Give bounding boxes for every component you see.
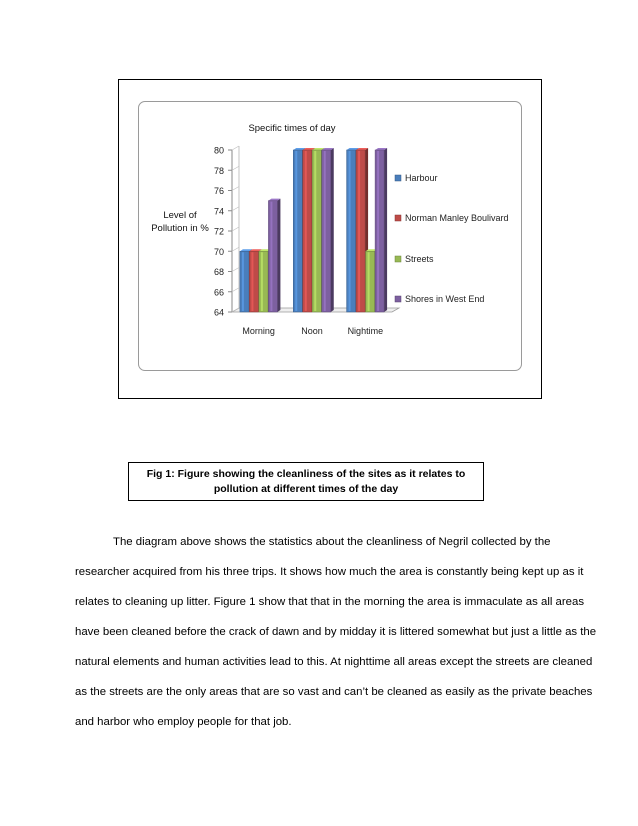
y-tick-label: 80 — [213, 145, 224, 156]
bar-nightime-3 — [366, 251, 375, 312]
y-tick-depth — [232, 207, 239, 211]
legend-label: Shores in West End — [405, 294, 485, 304]
bar-noon-1 — [293, 150, 302, 312]
legend-swatch — [395, 296, 401, 302]
bar-highlight — [358, 151, 360, 311]
y-tick-depth — [232, 187, 239, 191]
y-tick-depth — [232, 146, 239, 150]
bar-morning-2 — [249, 251, 258, 312]
legend-label: Harbour — [405, 173, 438, 183]
y-tick-depth — [232, 288, 239, 292]
y-tick-label: 72 — [213, 226, 224, 237]
y-tick-label: 78 — [213, 165, 224, 176]
y-tick-depth — [232, 268, 239, 272]
x-tick-label: Noon — [301, 326, 323, 336]
figure-caption — [128, 462, 484, 501]
caption-line-1: Fig 1: Figure showing the cleanliness of the sites as it relates to — [146, 468, 466, 480]
bar-highlight — [324, 151, 326, 311]
y-tick-depth — [232, 247, 239, 251]
bar-highlight — [305, 151, 307, 311]
y-tick-depth — [232, 227, 239, 231]
y-axis-label-line-1: Level of — [163, 210, 197, 221]
bar-morning-1 — [240, 251, 249, 312]
legend-swatch — [395, 256, 401, 262]
x-tick-label: Morning — [242, 326, 275, 336]
bar-noon-4 — [322, 150, 331, 312]
bar-side — [384, 148, 387, 312]
legend-swatch — [395, 175, 401, 181]
legend-swatch — [395, 215, 401, 221]
legend-label: Norman Manley Boulivard — [405, 213, 509, 223]
bar-morning-4 — [268, 201, 277, 312]
y-tick-label: 66 — [213, 287, 224, 298]
y-tick-label: 68 — [213, 267, 224, 277]
bar-nightime-1 — [347, 150, 356, 312]
bar-highlight — [270, 202, 272, 311]
y-tick-label: 64 — [213, 307, 224, 318]
bar-nightime-2 — [356, 150, 365, 312]
bar-noon-2 — [303, 150, 312, 312]
bar-highlight — [251, 252, 253, 311]
bar-side — [331, 148, 334, 312]
y-axis-label-line-2: Pollution in % — [151, 223, 209, 234]
body-line-6: as the streets are the only areas that are so vast and can’t be cleaned as easily as the private beaches — [75, 686, 593, 698]
body-line-2: researcher acquired from his three trips. It shows how much the area is constantly being kept up as it — [75, 566, 584, 578]
bar-highlight — [314, 151, 316, 311]
bar-side — [277, 199, 280, 312]
bar-nightime-4 — [375, 150, 384, 312]
body-line-5: natural elements and human activities lead to this. At nighttime all areas except the streets are cleaned — [75, 656, 593, 668]
bar-highlight — [242, 252, 244, 311]
chart-title: Specific times of day — [248, 123, 336, 134]
y-tick-label: 76 — [213, 186, 224, 196]
body-line-4: have been cleaned before the crack of dawn and by midday it is littered somewhat but just a little as the — [75, 626, 597, 638]
legend-label: Streets — [405, 254, 434, 264]
bar-highlight — [377, 151, 379, 311]
caption-line-2: pollution at different times of the day — [213, 483, 399, 495]
bar-noon-3 — [312, 150, 321, 312]
bar-highlight — [349, 151, 351, 311]
body-line-7: and harbor who employ people for that job. — [75, 716, 292, 728]
y-tick-depth — [232, 166, 239, 170]
bar-highlight — [295, 151, 297, 311]
y-tick-label: 70 — [213, 246, 224, 257]
body-line-1: The diagram above shows the statistics about the cleanliness of Negril collected by the — [113, 536, 551, 548]
bar-highlight — [368, 252, 370, 311]
y-tick-label: 74 — [213, 206, 224, 217]
bar-highlight — [261, 252, 263, 311]
body-line-3: relates to cleaning up litter. Figure 1 show that that in the morning the area is immaculate as all areas — [75, 596, 585, 608]
bar-morning-3 — [259, 251, 268, 312]
x-tick-label: Nightime — [347, 326, 384, 336]
